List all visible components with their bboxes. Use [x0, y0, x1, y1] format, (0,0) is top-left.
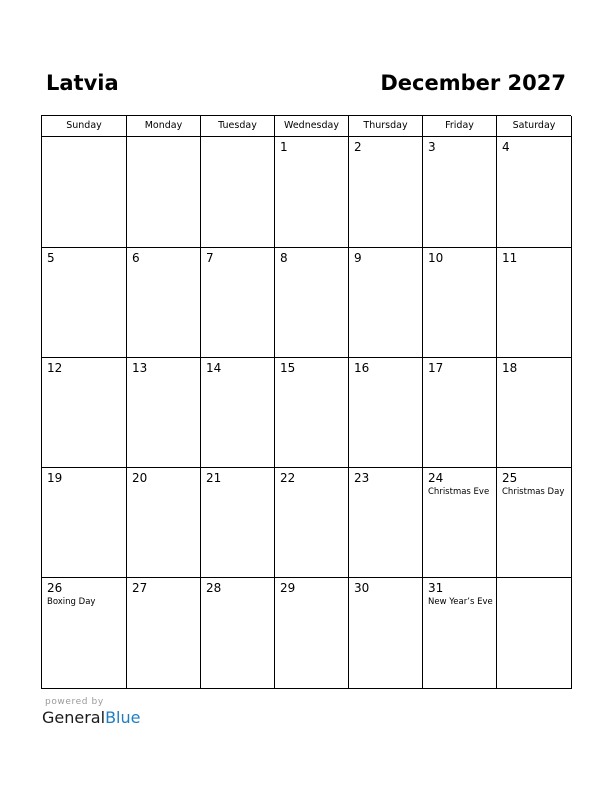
- day-cell: [275, 468, 349, 578]
- day-number: 13: [132, 361, 148, 375]
- day-cell: [201, 468, 275, 578]
- holiday-label: Christmas Day: [502, 487, 565, 497]
- day-cell: [201, 578, 275, 689]
- day-number: 16: [354, 361, 370, 375]
- day-number: 15: [280, 361, 296, 375]
- holiday-label: Christmas Eve: [428, 487, 490, 497]
- day-number: 4: [502, 140, 510, 154]
- day-cell: [42, 468, 127, 578]
- weekday-header: Monday: [127, 116, 201, 137]
- day-number: 5: [47, 251, 55, 265]
- day-cell: [127, 358, 201, 468]
- weekday-header: Saturday: [497, 116, 572, 137]
- month-year-title: December 2027: [380, 71, 566, 95]
- day-number: 3: [428, 140, 436, 154]
- day-cell: [275, 578, 349, 689]
- day-number: 12: [47, 361, 63, 375]
- day-number: 21: [206, 471, 222, 485]
- day-number: 30: [354, 581, 370, 595]
- day-number: 25: [502, 471, 518, 485]
- day-cell: [201, 248, 275, 358]
- day-number: 28: [206, 581, 222, 595]
- holiday-label: New Year’s Eve: [428, 597, 493, 607]
- day-cell: [423, 137, 497, 248]
- day-cell: [349, 358, 423, 468]
- weekday-header: Thursday: [349, 116, 423, 137]
- day-cell: [127, 578, 201, 689]
- day-number: 18: [502, 361, 518, 375]
- holiday-label: Boxing Day: [47, 597, 96, 607]
- weekday-header: Wednesday: [275, 116, 349, 137]
- day-cell: [423, 248, 497, 358]
- day-cell: [497, 468, 572, 578]
- day-number: 6: [132, 251, 140, 265]
- day-cell: [42, 248, 127, 358]
- day-cell: [127, 137, 201, 248]
- day-cell: [497, 137, 572, 248]
- day-cell: [349, 468, 423, 578]
- day-number: 22: [280, 471, 296, 485]
- day-cell: [127, 468, 201, 578]
- day-cell: [42, 137, 127, 248]
- calendar-grid: [41, 115, 571, 689]
- day-number: 29: [280, 581, 296, 595]
- day-cell: [497, 358, 572, 468]
- day-cell: [201, 137, 275, 248]
- day-cell: [349, 137, 423, 248]
- day-number: 23: [354, 471, 370, 485]
- weekday-header: Sunday: [42, 116, 127, 137]
- country-title: Latvia: [46, 71, 119, 95]
- day-number: 14: [206, 361, 222, 375]
- brand-blue: Blue: [105, 708, 141, 727]
- day-cell: [275, 248, 349, 358]
- day-number: 24: [428, 471, 444, 485]
- day-number: 8: [280, 251, 288, 265]
- day-cell: [497, 578, 572, 689]
- day-number: 1: [280, 140, 288, 154]
- day-cell: [127, 248, 201, 358]
- day-cell: [201, 358, 275, 468]
- day-number: 2: [354, 140, 362, 154]
- day-number: 31: [428, 581, 444, 595]
- weekday-header: Friday: [423, 116, 497, 137]
- weekday-header: Tuesday: [201, 116, 275, 137]
- day-cell: [275, 358, 349, 468]
- day-cell: [275, 137, 349, 248]
- day-number: 19: [47, 471, 63, 485]
- day-number: 17: [428, 361, 444, 375]
- day-number: 11: [502, 251, 518, 265]
- day-cell: [349, 578, 423, 689]
- day-cell: [423, 358, 497, 468]
- brand-logo[interactable]: [42, 708, 140, 727]
- powered-by-label: powered by: [45, 697, 104, 707]
- day-cell: [349, 248, 423, 358]
- day-number: 9: [354, 251, 362, 265]
- day-cell: [423, 578, 497, 689]
- day-number: 20: [132, 471, 148, 485]
- day-cell: [42, 358, 127, 468]
- day-number: 10: [428, 251, 444, 265]
- day-number: 27: [132, 581, 148, 595]
- day-number: 26: [47, 581, 63, 595]
- day-cell: [497, 248, 572, 358]
- brand-general: General: [42, 708, 106, 727]
- day-cell: [42, 578, 127, 689]
- day-cell: [423, 468, 497, 578]
- day-number: 7: [206, 251, 214, 265]
